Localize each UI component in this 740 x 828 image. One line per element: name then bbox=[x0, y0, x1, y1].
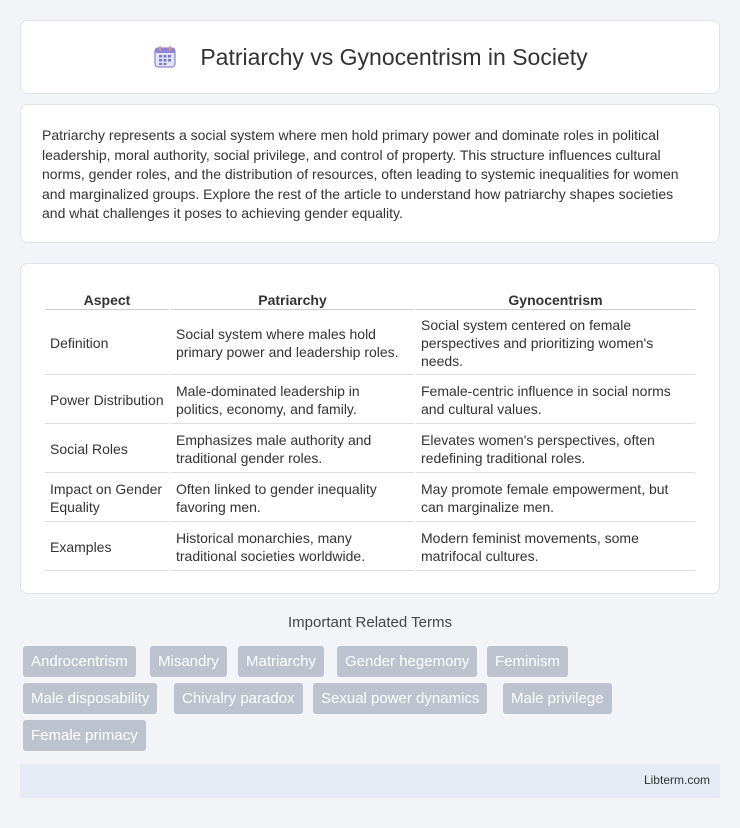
related-term-tag[interactable]: Feminism bbox=[487, 646, 568, 677]
patriarchy-cell: Often linked to gender inequality favoring men. bbox=[171, 475, 414, 522]
aspect-cell: Definition bbox=[45, 312, 169, 375]
gynocentrism-cell: Female-centric influence in social norms and cultural values. bbox=[416, 377, 695, 424]
gynocentrism-cell: Social system centered on female perspectives and prioritizing women's needs. bbox=[416, 312, 695, 375]
related-term-tag[interactable]: Misandry bbox=[150, 646, 227, 677]
footer bbox=[20, 764, 720, 798]
related-term-tag[interactable]: Gender hegemony bbox=[337, 646, 477, 677]
column-header-patriarchy: Patriarchy bbox=[171, 286, 414, 310]
table-row bbox=[45, 475, 695, 522]
patriarchy-cell: Historical monarchies, many traditional societies worldwide. bbox=[171, 524, 414, 571]
aspect-cell: Power Distribution bbox=[45, 377, 169, 424]
table-row bbox=[45, 524, 695, 571]
related-term-tag[interactable]: Female primacy bbox=[23, 720, 146, 751]
related-term-tag[interactable]: Sexual power dynamics bbox=[313, 683, 487, 714]
gynocentrism-cell: Modern feminist movements, some matrifocal cultures. bbox=[416, 524, 695, 571]
table-row bbox=[45, 312, 695, 375]
aspect-cell: Impact on Gender Equality bbox=[45, 475, 169, 522]
related-term-tag[interactable]: Male disposability bbox=[23, 683, 157, 714]
related-term-tag[interactable]: Androcentrism bbox=[23, 646, 136, 677]
footer-site-link[interactable]: Libterm.com bbox=[643, 773, 710, 787]
title-card bbox=[20, 20, 720, 94]
column-header-gynocentrism: Gynocentrism bbox=[416, 286, 695, 310]
related-term-tag[interactable]: Matriarchy bbox=[238, 646, 324, 677]
column-header-aspect: Aspect bbox=[45, 286, 169, 310]
table-row bbox=[45, 426, 695, 473]
calendar-icon bbox=[152, 44, 178, 70]
related-terms-heading: Important Related Terms bbox=[288, 614, 452, 631]
gynocentrism-cell: May promote female empowerment, but can marginalize men. bbox=[416, 475, 695, 522]
intro-card bbox=[20, 104, 720, 243]
patriarchy-cell: Emphasizes male authority and traditional gender roles. bbox=[171, 426, 414, 473]
gynocentrism-cell: Elevates women's perspectives, often redefining traditional roles. bbox=[416, 426, 695, 473]
aspect-cell: Social Roles bbox=[45, 426, 169, 473]
aspect-cell: Examples bbox=[45, 524, 169, 571]
related-term-tag[interactable]: Chivalry paradox bbox=[174, 683, 303, 714]
table-row bbox=[45, 377, 695, 424]
table-header-row bbox=[45, 286, 695, 310]
patriarchy-cell: Male-dominated leadership in politics, economy, and family. bbox=[171, 377, 414, 424]
intro-paragraph: Patriarchy represents a social system where men hold primary power and dominate roles in political leadership, moral authority, social privilege, and control of property. This structure influences cultural norms, gender roles, and the distribution of resources, often leading to systemic inequalities for women and marginalized groups. Explore the rest of the article to understand how patriarchy shapes societies and what challenges it poses to achieving gender equality. bbox=[42, 127, 679, 222]
page-title: Patriarchy vs Gynocentrism in Society bbox=[200, 43, 588, 70]
comparison-card bbox=[20, 263, 720, 594]
comparison-table bbox=[43, 284, 697, 573]
related-term-tag[interactable]: Male privilege bbox=[503, 683, 612, 714]
patriarchy-cell: Social system where males hold primary power and leadership roles. bbox=[171, 312, 414, 375]
